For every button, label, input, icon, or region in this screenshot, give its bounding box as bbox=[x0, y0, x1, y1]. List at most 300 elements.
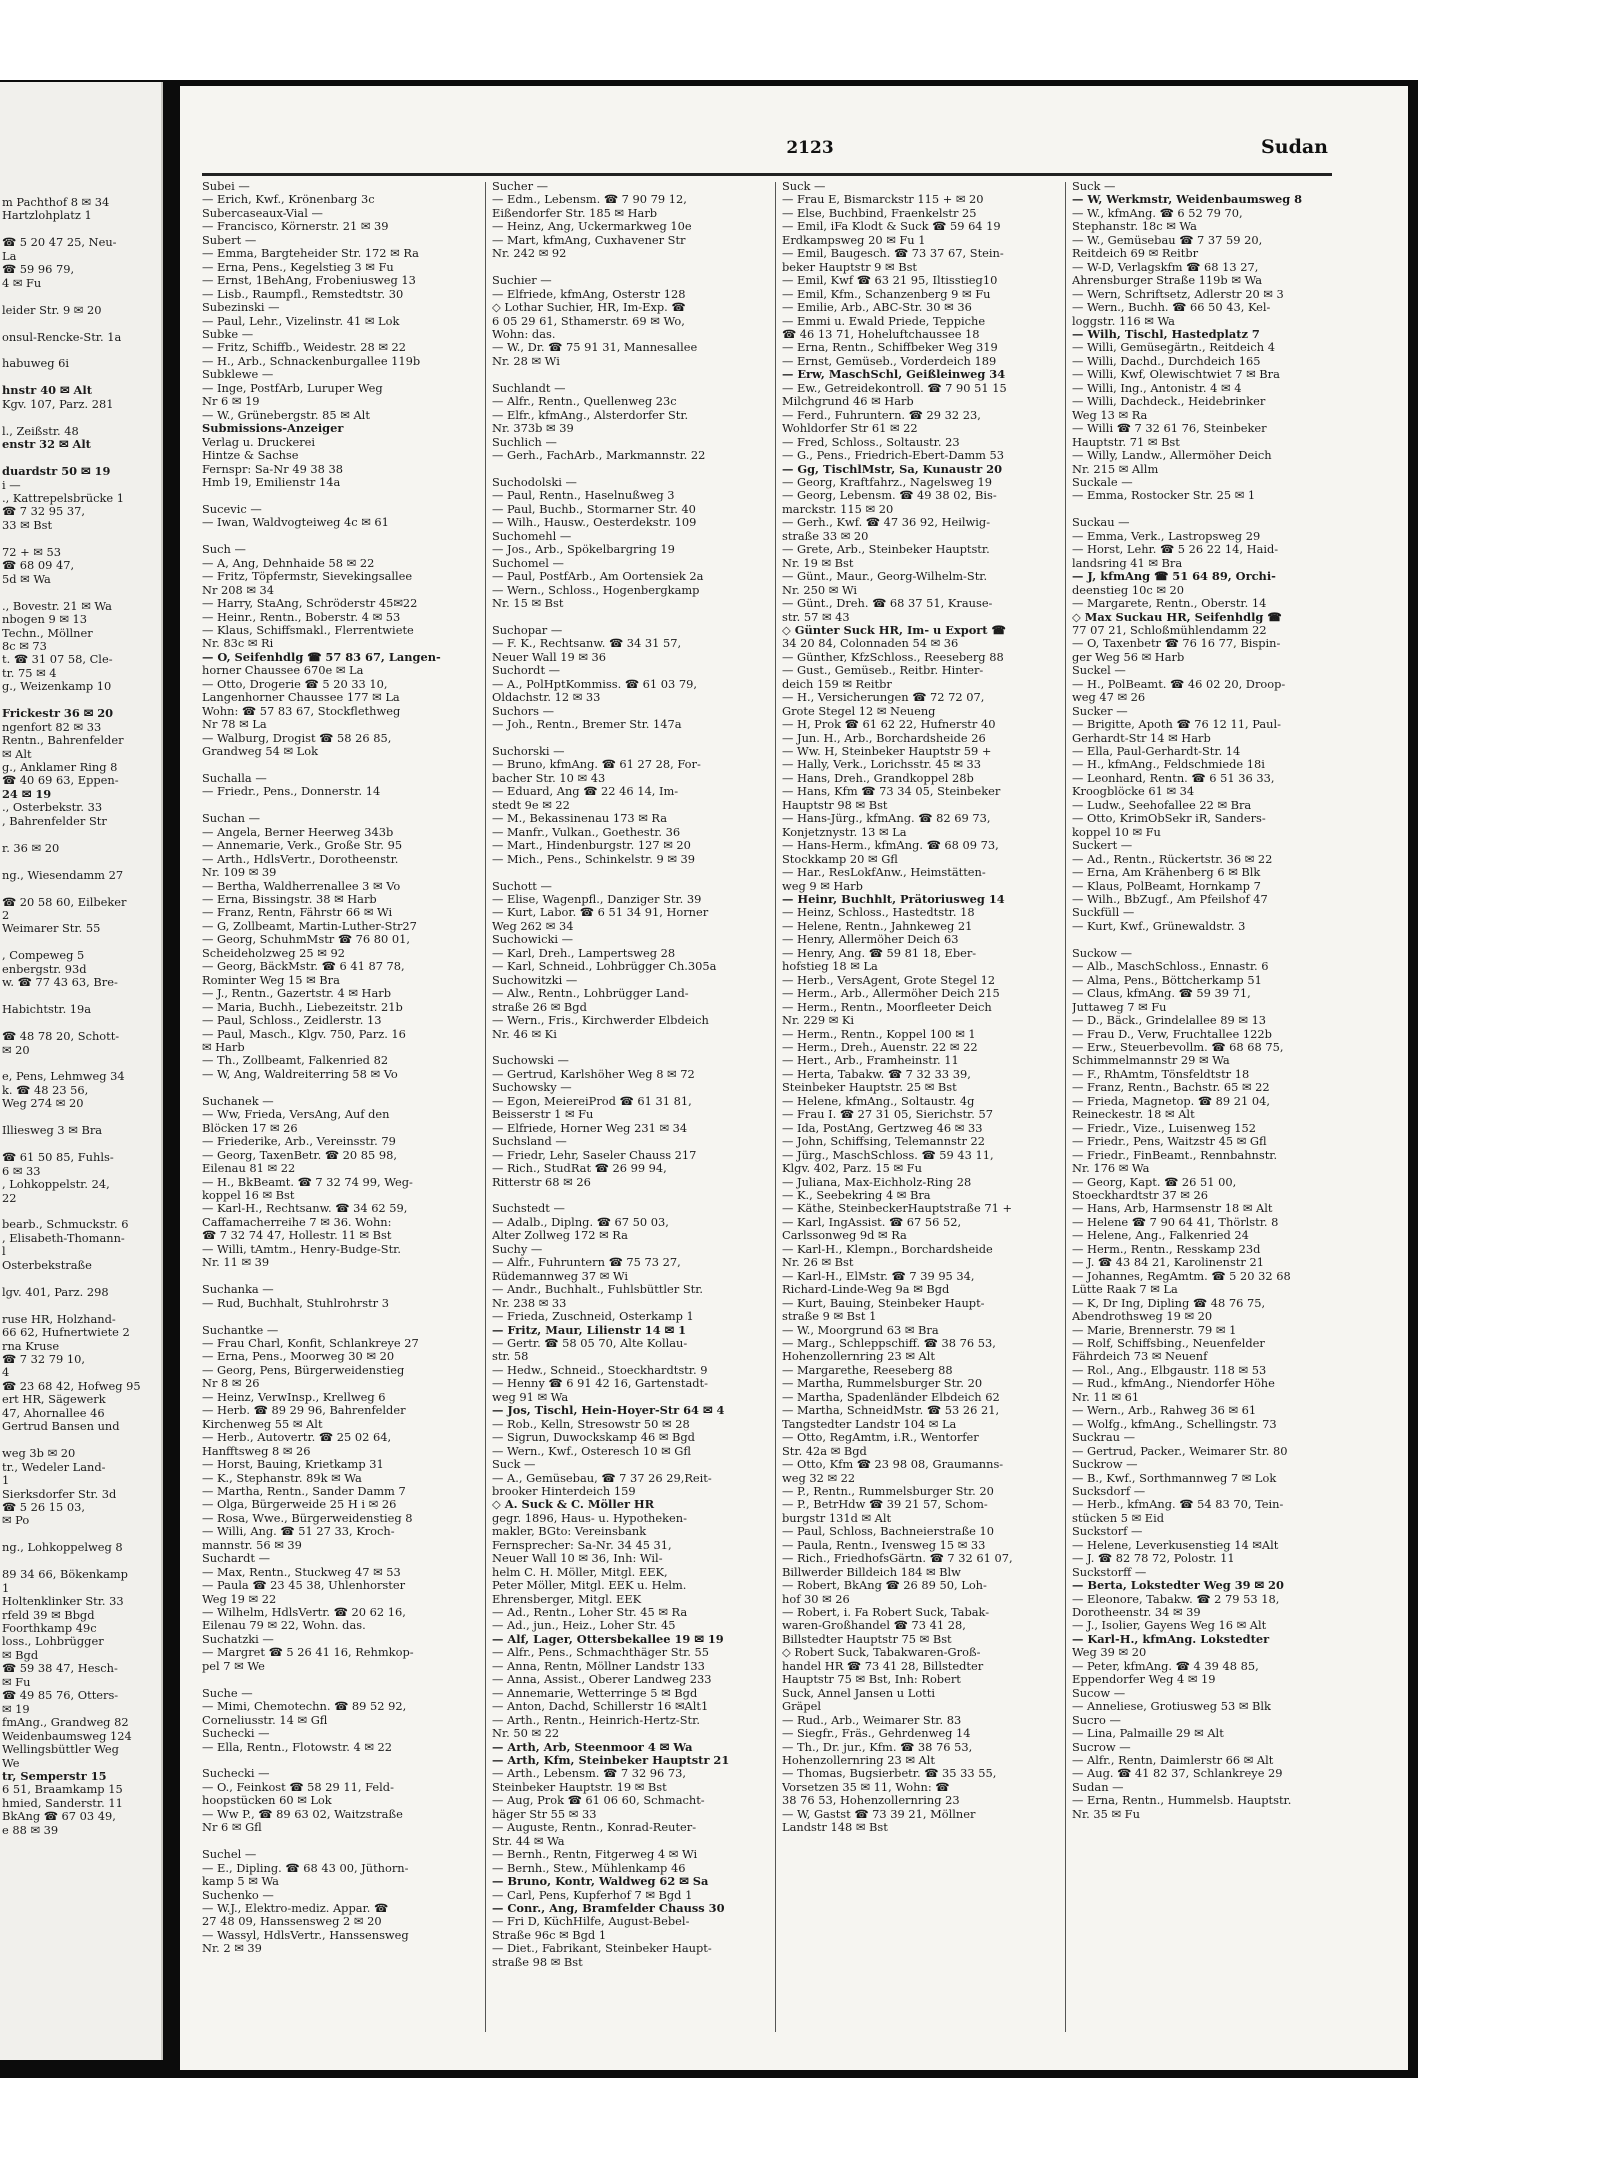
directory-entry-line: — Edm., Lebensm. ☎ 7 90 79 12, bbox=[492, 193, 687, 207]
left-fragment-line bbox=[2, 452, 159, 465]
left-fragment-line bbox=[2, 1528, 159, 1541]
directory-entry-line: — Willi, tAmtm., Henry-Budge-Str. bbox=[202, 1242, 401, 1256]
directory-entry-line: — F. K., Rechtsanw. ☎ 34 31 57, bbox=[492, 637, 682, 651]
directory-entry-line: — Friederike, Arb., Vereinsstr. 79 bbox=[202, 1135, 396, 1149]
directory-entry-line: — Rol., Ang., Elbgaustr. 118 ✉ 53 bbox=[1072, 1363, 1267, 1377]
left-fragment-line: Techn., Möllner bbox=[2, 626, 93, 640]
directory-entry-line: — Erna, Bissingstr. 38 ✉ Harb bbox=[202, 893, 377, 907]
directory-entry-line: — Elfr., kfmAng., Alsterdorfer Str. bbox=[492, 408, 689, 422]
directory-entry-line bbox=[492, 368, 767, 381]
directory-entry-line: — Ludw., Seehofallee 22 ✉ Bra bbox=[1072, 798, 1252, 812]
directory-entry-line: Suckstorff — bbox=[1072, 1565, 1147, 1579]
directory-entry-line: stedt 9e ✉ 22 bbox=[492, 798, 570, 812]
left-fragment-line: loss., Lohbrügger bbox=[2, 1635, 104, 1649]
directory-entry-line: Fernspr: Sa-Nr 49 38 38 bbox=[202, 462, 344, 476]
directory-entry-line: Suckert — bbox=[1072, 839, 1133, 853]
left-fragment-line: leider Str. 9 ✉ 20 bbox=[2, 303, 102, 317]
left-fragment-line bbox=[2, 936, 159, 949]
left-fragment-line: 6 ✉ 33 bbox=[2, 1164, 41, 1178]
left-fragment-line: ✉ Alt bbox=[2, 747, 32, 761]
left-fragment-line: , Bahrenfelder Str bbox=[2, 814, 107, 828]
directory-entry-line: Hmb 19, Emilienstr 14a bbox=[202, 475, 341, 489]
left-fragment-line bbox=[2, 1057, 159, 1070]
directory-entry-line: — Frau I. ☎ 27 31 05, Sierichstr. 57 bbox=[782, 1108, 993, 1122]
directory-entry-line: — Erna, Rentn., Schiffbeker Weg 319 bbox=[782, 341, 998, 355]
directory-entry-line: Sucksdorf — bbox=[1072, 1484, 1146, 1498]
directory-entry-line: Sucevic — bbox=[202, 502, 262, 516]
directory-entry-line: — Rich., FriedhofsGärtn. ☎ 7 32 61 07, bbox=[782, 1552, 1013, 1566]
directory-entry-line: — Hans, Kfm ☎ 73 34 05, Steinbeker bbox=[782, 785, 1001, 799]
directory-entry-line: — Inge, PostfArb, Luruper Weg bbox=[202, 381, 383, 395]
directory-entry-line: Suchowski — bbox=[492, 1054, 569, 1068]
directory-entry-line: — Willi, Ing., Antonistr. 4 ✉ 4 bbox=[1072, 381, 1242, 395]
directory-entry-line: — Auguste, Rentn., Konrad-Reuter- bbox=[492, 1821, 697, 1835]
directory-entry-line: — A., PolHptKommiss. ☎ 61 03 79, bbox=[492, 677, 697, 691]
directory-entry-line: brooker Hinterdeich 159 bbox=[492, 1484, 636, 1498]
directory-entry-line bbox=[202, 1673, 477, 1686]
left-fragment-line: tr, Semperstr 15 bbox=[2, 1770, 107, 1784]
directory-entry-line: Suchowitzki — bbox=[492, 973, 578, 987]
directory-entry-line: — Maria, Buchh., Liebezeitstr. 21b bbox=[202, 1000, 403, 1014]
directory-entry-line: — Emil, iFa Klodt & Suck ☎ 59 64 19 bbox=[782, 220, 1001, 234]
left-fragment-line bbox=[2, 828, 159, 841]
directory-entry-line: — Günt., Dreh. ☎ 68 37 51, Krause- bbox=[782, 597, 993, 611]
directory-entry-line: — Herb., VersAgent, Grote Stegel 12 bbox=[782, 973, 996, 987]
directory-entry-line: Such — bbox=[202, 543, 246, 557]
directory-entry-line: Hauptstr. 71 ✉ Bst bbox=[1072, 435, 1180, 449]
directory-entry-line: — Wilh., Hausw., Oesterdekstr. 109 bbox=[492, 516, 697, 530]
left-fragment-line: e, Pens, Lehmweg 34 bbox=[2, 1070, 125, 1084]
directory-entry-line: Nr. 11 ✉ 39 bbox=[202, 1256, 270, 1270]
directory-entry-line: — Willi ☎ 7 32 61 76, Steinbeker bbox=[1072, 422, 1267, 436]
left-fragment-line: 47, Ahornallee 46 bbox=[2, 1406, 105, 1420]
directory-entry-line bbox=[202, 530, 477, 543]
directory-entry-line: — H., Arb., Schnackenburgallee 119b bbox=[202, 354, 421, 368]
directory-entry-line: — Jos, Tischl, Hein-Hoyer-Str 64 ✉ 4 bbox=[492, 1404, 725, 1418]
directory-entry-line: Suchanek — bbox=[202, 1094, 274, 1108]
directory-entry-line: — Gertrud, Packer., Weimarer Str. 80 bbox=[1072, 1444, 1288, 1458]
directory-entry-line: Weg 262 ✉ 34 bbox=[492, 919, 574, 933]
directory-entry-line: Nr. 19 ✉ Bst bbox=[782, 556, 854, 570]
directory-entry-line: weg 47 ✉ 26 bbox=[1072, 691, 1146, 705]
left-fragment-line bbox=[2, 344, 159, 357]
directory-entry-line: Nr. 242 ✉ 92 bbox=[492, 247, 567, 261]
directory-entry-line: Suche — bbox=[202, 1686, 253, 1700]
directory-entry-line: Suchy — bbox=[492, 1242, 543, 1256]
left-fragment-line bbox=[2, 371, 159, 384]
directory-entry-line: Corneliusstr. 14 ✉ Gfl bbox=[202, 1713, 328, 1727]
left-page-fragment bbox=[0, 82, 163, 2060]
directory-entry-line: — Elfriede, Horner Weg 231 ✉ 34 bbox=[492, 1121, 688, 1135]
directory-entry-line: — Ad., jun., Heiz., Loher Str. 45 bbox=[492, 1619, 676, 1633]
left-fragment-line: 33 ✉ Bst bbox=[2, 518, 53, 532]
directory-entry-line: — Adalb., Diplng. ☎ 67 50 03, bbox=[492, 1215, 669, 1229]
directory-entry-line: — Ernst, 1BehAng, Frobeniusweg 13 bbox=[202, 274, 416, 288]
directory-entry-line: — Horst, Lehr. ☎ 5 26 22 14, Haid- bbox=[1072, 543, 1279, 557]
directory-entry-line: hoopstücken 60 ✉ Lok bbox=[202, 1794, 332, 1808]
left-fragment-line: Foorthkamp 49c bbox=[2, 1622, 97, 1636]
directory-entry-line: Neuer Wall 10 ✉ 36, Inh: Wil- bbox=[492, 1552, 663, 1566]
directory-entry-line: gegr. 1896, Haus- u. Hypotheken- bbox=[492, 1511, 687, 1525]
directory-entry-line: Nr. 35 ✉ Fu bbox=[1072, 1807, 1140, 1821]
directory-entry-line bbox=[492, 463, 767, 476]
directory-entry-line: — Herm., Rentn., Resskamp 23d bbox=[1072, 1242, 1261, 1256]
directory-entry-line: — Fred, Schloss., Soltaustr. 23 bbox=[782, 435, 960, 449]
directory-entry-line: — A., Gemüsebau, ☎ 7 37 26 29,Reit- bbox=[492, 1471, 712, 1485]
left-fragment-line bbox=[2, 1111, 159, 1124]
directory-entry-line: — Wilhelm, HdlsVertr. ☎ 20 62 16, bbox=[202, 1606, 406, 1620]
directory-entry-line: — Willy, Landw., Allermöher Deich bbox=[1072, 449, 1272, 463]
directory-entry-line: — Gust., Gemüseb., Reitbr. Hinter- bbox=[782, 664, 984, 678]
page-number: 2123 bbox=[786, 138, 834, 158]
directory-entry-line: — H, Prok ☎ 61 62 22, Hufnerstr 40 bbox=[782, 718, 996, 732]
directory-entry-line: — Frau E, Bismarckstr 115 + ✉ 20 bbox=[782, 193, 984, 207]
left-fragment-line: Kgv. 107, Parz. 281 bbox=[2, 397, 114, 411]
directory-entry-line: Peter Möller, Mitgl. EEK u. Helm. bbox=[492, 1579, 687, 1593]
directory-entry-line: — Lina, Palmaille 29 ✉ Alt bbox=[1072, 1727, 1224, 1741]
directory-entry-line: — Martha, Rentn., Sander Damm 7 bbox=[202, 1484, 406, 1498]
directory-entry-line: — Hans, Dreh., Grandkoppel 28b bbox=[782, 771, 974, 785]
directory-entry-line: — Erna, Pens., Moorweg 30 ✉ 20 bbox=[202, 1350, 395, 1364]
directory-entry-line: Blöcken 17 ✉ 26 bbox=[202, 1121, 298, 1135]
directory-entry-line: — Heinz, VerwInsp., Krellweg 6 bbox=[202, 1390, 386, 1404]
directory-entry-line: — Alfr., Fuhruntern ☎ 75 73 27, bbox=[492, 1256, 681, 1270]
directory-entry-line: Suchsland — bbox=[492, 1135, 567, 1149]
directory-entry-line bbox=[492, 261, 767, 274]
directory-entry-line: Hohenzollernring 23 ✉ Alt bbox=[782, 1754, 935, 1768]
directory-entry-line: — Arth, Arb, Steenmoor 4 ✉ Wa bbox=[492, 1740, 693, 1754]
directory-entry-line: — Lisb., Raumpfl., Remstedtstr. 30 bbox=[202, 287, 404, 301]
directory-entry-line: — W., Dr. ☎ 75 91 31, Mannesallee bbox=[492, 341, 698, 355]
directory-entry-line: — Mart., Hindenburgstr. 127 ✉ 20 bbox=[492, 839, 691, 853]
directory-entry-line: bacher Str. 10 ✉ 43 bbox=[492, 771, 606, 785]
directory-entry-line: — Heinr., Rentn., Boberstr. 4 ✉ 53 bbox=[202, 610, 401, 624]
directory-entry-line: — Aug, Prok ☎ 61 06 60, Schmacht- bbox=[492, 1794, 705, 1808]
directory-entry-line: Suchomehl — bbox=[492, 529, 572, 543]
directory-entry-line: Suchopar — bbox=[492, 623, 563, 637]
directory-entry-line bbox=[492, 611, 767, 624]
directory-entry-line bbox=[202, 489, 477, 502]
directory-entry-line: — Klaus, Schiffsmakl., Flerrentwiete bbox=[202, 623, 414, 637]
directory-entry-line: — Wolfg., kfmAng., Schellingstr. 73 bbox=[1072, 1417, 1277, 1431]
left-fragment-line: enstr 32 ✉ Alt bbox=[2, 438, 91, 452]
directory-entry-line: — Heinz, Ang, Uckermarkweg 10e bbox=[492, 220, 692, 234]
directory-entry-line: Rominter Weg 15 ✉ Bra bbox=[202, 973, 340, 987]
left-fragment-line: bearb., Schmuckstr. 6 bbox=[2, 1218, 129, 1232]
directory-entry-line: straße 26 ✉ Bgd bbox=[492, 1000, 587, 1014]
directory-entry-line: — Friedr., Vize., Luisenweg 152 bbox=[1072, 1121, 1256, 1135]
directory-entry-line: — Emil, Kwf ☎ 63 21 95, Iltisstieg10 bbox=[782, 274, 998, 288]
left-fragment-line: ☎ 5 20 47 25, Neu- bbox=[2, 236, 117, 250]
directory-entry-line: — Henry, Ang. ☎ 59 81 18, Eber- bbox=[782, 946, 977, 960]
left-fragment-line: Habichtstr. 19a bbox=[2, 1003, 92, 1017]
left-fragment-line: ☎ 48 78 20, Schott- bbox=[2, 1030, 120, 1044]
directory-entry-line: Suckow — bbox=[1072, 946, 1133, 960]
directory-entry-line: — Marie, Brennerstr. 79 ✉ 1 bbox=[1072, 1323, 1237, 1337]
directory-entry-line: — Helene, Ang., Falkenried 24 bbox=[1072, 1229, 1249, 1243]
directory-entry-line: — Heinr, Buchhlt, Prätoriusweg 14 bbox=[782, 893, 1005, 907]
left-fragment-line: Illiesweg 3 ✉ Bra bbox=[2, 1124, 103, 1138]
directory-entry-line: — W-D, Verlagskfm ☎ 68 13 27, bbox=[1072, 260, 1259, 274]
left-fragment-line: Sierksdorfer Str. 3d bbox=[2, 1487, 117, 1501]
directory-entry-line: Subklewe — bbox=[202, 368, 274, 382]
directory-entry-line: ◇ Robert Suck, Tabakwaren-Groß- bbox=[782, 1646, 981, 1660]
directory-entry-line: — Ernst, Gemüseb., Vorderdeich 189 bbox=[782, 354, 997, 368]
directory-entry-line: — Bertha, Waldherrenallee 3 ✉ Vo bbox=[202, 879, 401, 893]
directory-entry-line: Suchalla — bbox=[202, 771, 267, 785]
left-fragment-line: ☎ 40 69 63, Eppen- bbox=[2, 774, 119, 788]
left-fragment-line bbox=[2, 532, 159, 545]
directory-entry-line: Vorsetzen 35 ✉ 11, Wohn: ☎ bbox=[782, 1780, 950, 1794]
directory-entry-line: — Karl-H., ElMstr. ☎ 7 39 95 34, bbox=[782, 1269, 975, 1283]
directory-entry-line: — Gerh., FachArb., Markmannstr. 22 bbox=[492, 449, 706, 463]
directory-entry-line: — Georg, SchuhmMstr ☎ 76 80 01, bbox=[202, 933, 410, 947]
directory-entry-line: Suckstorf — bbox=[1072, 1525, 1143, 1539]
directory-entry-line: Nr. 2 ✉ 39 bbox=[202, 1942, 262, 1956]
directory-entry-line: straße 98 ✉ Bst bbox=[492, 1955, 583, 1969]
directory-page bbox=[180, 86, 1408, 2070]
left-fragment-line: ✉ 19 bbox=[2, 1702, 30, 1716]
directory-entry-line: Dorotheenstr. 34 ✉ 39 bbox=[1072, 1606, 1201, 1620]
directory-entry-line: Steinbeker Hauptstr. 25 ✉ Bst bbox=[782, 1081, 957, 1095]
left-fragment-line: onsul-Rencke-Str. 1a bbox=[2, 330, 122, 344]
directory-entry-line: — Martha, SchneidMstr. ☎ 53 26 21, bbox=[782, 1404, 1000, 1418]
directory-entry-line: Nr. 373b ✉ 39 bbox=[492, 422, 574, 436]
directory-entry-line: — G., Pens., Friedrich-Ebert-Damm 53 bbox=[782, 449, 1005, 463]
directory-entry-line: — Georg, Kraftfahrz., Nagelsweg 19 bbox=[782, 475, 993, 489]
directory-entry-line: — Paul, Rentn., Haselnußweg 3 bbox=[492, 489, 675, 503]
directory-entry-line: Nr. 109 ✉ 39 bbox=[202, 866, 277, 880]
directory-entry-line: — Herb. ☎ 89 29 96, Bahrenfelder bbox=[202, 1404, 406, 1418]
left-fragment-line: 89 34 66, Bökenkamp bbox=[2, 1568, 128, 1582]
directory-entry-line: Nr. 176 ✉ Wa bbox=[1072, 1162, 1150, 1176]
directory-entry-line: — Frau Charl, Konfit, Schlankreye 27 bbox=[202, 1336, 419, 1350]
directory-entry-line: — Erw, MaschSchl, Geißleinweg 34 bbox=[782, 368, 1006, 382]
directory-entry-line: Landstr 148 ✉ Bst bbox=[782, 1821, 888, 1835]
directory-entry-line: — Erna, Rentn., Hummelsb. Hauptstr. bbox=[1072, 1794, 1292, 1808]
directory-entry-line: — Elfriede, kfmAng, Osterstr 128 bbox=[492, 287, 686, 301]
directory-entry-line: horner Chaussee 670e ✉ La bbox=[202, 664, 364, 678]
directory-entry-line: Suchanka — bbox=[202, 1283, 274, 1297]
directory-entry-line: — Georg, BäckMstr. ☎ 6 41 87 78, bbox=[202, 960, 405, 974]
directory-entry-line: Rüdemannweg 37 ✉ Wi bbox=[492, 1269, 629, 1283]
directory-entry-line: 6 05 29 61, Sthamerstr. 69 ✉ Wo, bbox=[492, 314, 685, 328]
left-fragment-line: rfeld 39 ✉ Bbgd bbox=[2, 1608, 95, 1622]
left-fragment-line: 1 bbox=[2, 1474, 10, 1488]
directory-entry-line: — Rud, Buchhalt, Stuhlrohrstr 3 bbox=[202, 1296, 389, 1310]
directory-entry-line: — Alfr., Rentn., Quellenweg 23c bbox=[492, 395, 677, 409]
directory-entry-line: — Margarete, Rentn., Oberstr. 14 bbox=[1072, 597, 1267, 611]
directory-entry-line: — Aug. ☎ 41 82 37, Schlankreye 29 bbox=[1072, 1767, 1283, 1781]
directory-entry-line: Reineckestr. 18 ✉ Alt bbox=[1072, 1108, 1195, 1122]
directory-entry-line: str. 57 ✉ 43 bbox=[782, 610, 850, 624]
left-fragment-line: Wellingsbüttler Weg bbox=[2, 1743, 119, 1757]
directory-entry-line: — Alfr., Rentn, Daimlerstr 66 ✉ Alt bbox=[1072, 1754, 1274, 1768]
directory-entry-line: Nr 6 ✉ 19 bbox=[202, 395, 260, 409]
directory-entry-line: Sucker — bbox=[1072, 704, 1128, 718]
directory-entry-line: — Horst, Bauing, Krietkamp 31 bbox=[202, 1458, 384, 1472]
directory-entry-line: — Eleonore, Tabakw. ☎ 2 79 53 18, bbox=[1072, 1592, 1280, 1606]
directory-entry-line: Str. 42a ✉ Bgd bbox=[782, 1444, 867, 1458]
left-fragment-line bbox=[2, 223, 159, 236]
directory-entry-line: — Ww P., ☎ 89 63 02, Waitzstraße bbox=[202, 1807, 403, 1821]
directory-entry-line bbox=[492, 1041, 767, 1054]
directory-entry-line: — Margarethe, Reeseberg 88 bbox=[782, 1363, 953, 1377]
directory-entry-line: — Francisco, Körnerstr. 21 ✉ 39 bbox=[202, 220, 389, 234]
directory-entry-line: — Wern., Kwf., Osteresch 10 ✉ Gfl bbox=[492, 1444, 691, 1458]
directory-entry-line: — Paul, Buchb., Stormarner Str. 40 bbox=[492, 502, 696, 516]
directory-entry-line: Suchlandt — bbox=[492, 381, 566, 395]
directory-entry-line: Nr. 26 ✉ Bst bbox=[782, 1256, 854, 1270]
column-divider bbox=[485, 182, 486, 2032]
left-fragment-line: , Lohkoppelstr. 24, bbox=[2, 1178, 110, 1192]
left-fragment-line: l bbox=[2, 1245, 6, 1259]
directory-entry-line: Suchardt — bbox=[202, 1552, 270, 1566]
directory-entry-line bbox=[492, 866, 767, 879]
directory-entry-line: — Alf, Lager, Ottersbekallee 19 ✉ 19 bbox=[492, 1632, 724, 1646]
left-fragment-line: e 88 ✉ 39 bbox=[2, 1823, 59, 1837]
left-fragment-line: ., Osterbekstr. 33 bbox=[2, 801, 103, 815]
directory-entry-line: Sucrow — bbox=[1072, 1740, 1131, 1754]
directory-entry-line: — Karl-H., Rechtsanw. ☎ 34 62 59, bbox=[202, 1202, 408, 1216]
directory-entry-line: — Angela, Berner Heerweg 343b bbox=[202, 825, 394, 839]
directory-entry-line: — Mimi, Chemotechn. ☎ 89 52 92, bbox=[202, 1700, 407, 1714]
directory-entry-line: Nr. 15 ✉ Bst bbox=[492, 597, 564, 611]
directory-entry-line: — Ad., Rentn., Loher Str. 45 ✉ Ra bbox=[492, 1606, 688, 1620]
directory-entry-line: Hauptstr 75 ✉ Bst, Inh: Robert bbox=[782, 1673, 961, 1687]
directory-entry-line: — Paul, Masch., Klgv. 750, Parz. 16 bbox=[202, 1027, 406, 1041]
directory-entry-line: Suchenko — bbox=[202, 1888, 274, 1902]
left-fragment-line: 5d ✉ Wa bbox=[2, 572, 51, 586]
left-fragment-line: fmAng., Grandweg 82 bbox=[2, 1716, 129, 1730]
left-fragment-line: ngenfort 82 ✉ 33 bbox=[2, 720, 102, 734]
left-fragment-line: 6 51, Braamkamp 15 bbox=[2, 1783, 123, 1797]
directory-entry-line: Kroogblöcke 61 ✉ 34 bbox=[1072, 785, 1195, 799]
directory-entry-line: — Annemarie, Verk., Große Str. 95 bbox=[202, 839, 403, 853]
directory-entry-line: — Leonhard, Rentn. ☎ 6 51 36 33, bbox=[1072, 771, 1275, 785]
directory-entry-line: Stoeckhardtstr 37 ✉ 26 bbox=[1072, 1188, 1208, 1202]
left-fragment-line: ☎ 23 68 42, Hofweg 95 bbox=[2, 1379, 141, 1393]
directory-entry-line: hofstieg 18 ✉ La bbox=[782, 960, 878, 974]
directory-entry-line: — Gertr. ☎ 58 05 70, Alte Kollau- bbox=[492, 1336, 688, 1350]
left-fragment-line: ruse HR, Holzhand- bbox=[2, 1312, 116, 1326]
directory-entry-line: Suchstedt — bbox=[492, 1202, 565, 1216]
directory-entry-line: — Georg, Kapt. ☎ 26 51 00, bbox=[1072, 1175, 1237, 1189]
directory-entry-line: — Klaus, PolBeamt, Hornkamp 7 bbox=[1072, 879, 1261, 893]
directory-entry-line: — Friedr., Pens, Waitzstr 45 ✉ Gfl bbox=[1072, 1135, 1267, 1149]
directory-entry-line: — Elise, Wagenpfl., Danziger Str. 39 bbox=[492, 893, 702, 907]
directory-entry-line: — O, Taxenbetr ☎ 76 16 77, Bispin- bbox=[1072, 637, 1281, 651]
directory-entry-line: weg 91 ✉ Wa bbox=[492, 1390, 569, 1404]
directory-entry-line: Tangstedter Landstr 104 ✉ La bbox=[782, 1417, 957, 1431]
directory-entry-line: — Emil, Baugesch. ☎ 73 37 67, Stein- bbox=[782, 247, 1004, 261]
directory-entry-line: Grote Stegel 12 ✉ Neueng bbox=[782, 704, 936, 718]
directory-entry-line: Ahrensburger Straße 119b ✉ Wa bbox=[1072, 274, 1263, 288]
directory-entry-line: — P., BetrHdw ☎ 39 21 57, Schom- bbox=[782, 1498, 988, 1512]
directory-entry-line: Suchier — bbox=[492, 274, 552, 288]
directory-entry-line: Suchowsky — bbox=[492, 1081, 572, 1095]
directory-entry-line: — Arth., HdlsVertr., Dorotheenstr. bbox=[202, 852, 399, 866]
directory-entry-line: — Else, Buchbind, Fraenkelstr 25 bbox=[782, 206, 977, 220]
directory-entry-line: — J. ☎ 82 78 72, Polostr. 11 bbox=[1072, 1552, 1235, 1566]
directory-entry-line: ☎ 46 13 71, Hoheluftchaussee 18 bbox=[782, 327, 980, 341]
directory-entry-line: — Wilh, Tischl, Hastedplatz 7 bbox=[1072, 327, 1260, 341]
directory-entry-line: — Grete, Arb., Steinbeker Hauptstr. bbox=[782, 543, 990, 557]
directory-entry-line: ☎ 7 32 74 47, Hollestr. 11 ✉ Bst bbox=[202, 1229, 392, 1243]
directory-entry-line: Richard-Linde-Weg 9a ✉ Bgd bbox=[782, 1283, 950, 1297]
directory-entry-line: — Bruno, kfmAng. ☎ 61 27 28, For- bbox=[492, 758, 701, 772]
left-fragment-line bbox=[2, 411, 159, 424]
left-fragment-line: k. ☎ 48 23 56, bbox=[2, 1083, 89, 1097]
directory-entry-line: — Herm., Rentn., Moorfleeter Deich bbox=[782, 1000, 992, 1014]
directory-entry-line: Hanfftsweg 8 ✉ 26 bbox=[202, 1444, 311, 1458]
left-fragment-line: Holtenklinker Str. 33 bbox=[2, 1595, 124, 1609]
directory-entry-line: — Harry, StaAng, Schröderstr 45✉22 bbox=[202, 597, 418, 611]
directory-entry-line: — Willi, Dachd., Durchdeich 165 bbox=[1072, 354, 1261, 368]
directory-entry-line: kamp 5 ✉ Wa bbox=[202, 1875, 279, 1889]
directory-entry-line: — B., Kwf., Sorthmannweg 7 ✉ Lok bbox=[1072, 1471, 1277, 1485]
directory-entry-line: — Hert., Arb., Framheinstr. 11 bbox=[782, 1054, 959, 1068]
directory-entry-line: marckstr. 115 ✉ 20 bbox=[782, 502, 894, 516]
directory-entry-line: — Eduard, Ang ☎ 22 46 14, Im- bbox=[492, 785, 679, 799]
left-fragment-line bbox=[2, 290, 159, 303]
directory-entry-line: — Erw., Steuerbevollm. ☎ 68 68 75, bbox=[1072, 1041, 1284, 1054]
directory-entry-line: — O, Seifenhdlg ☎ 57 83 67, Langen- bbox=[202, 650, 441, 664]
left-fragment-line: 8c ✉ 73 bbox=[2, 639, 47, 653]
left-fragment-line: nbogen 9 ✉ 13 bbox=[2, 613, 88, 627]
left-fragment-line bbox=[2, 1555, 159, 1568]
directory-entry-line: — Alw., Rentn., Lohbrügger Land- bbox=[492, 987, 689, 1001]
directory-entry-line: Hintze & Sachse bbox=[202, 449, 299, 463]
directory-entry-line: — Max, Rentn., Stuckweg 47 ✉ 53 bbox=[202, 1565, 401, 1579]
left-fragment-line: ✉ 20 bbox=[2, 1043, 30, 1057]
directory-entry-line: — Wern, Schriftsetz, Adlerstr 20 ✉ 3 bbox=[1072, 287, 1284, 301]
left-fragment-line: Frickestr 36 ✉ 20 bbox=[2, 707, 114, 721]
directory-entry-line: — Georg, Pens, Bürgerweidenstieg bbox=[202, 1363, 405, 1377]
directory-entry-line: weg 9 ✉ Harb bbox=[782, 879, 863, 893]
left-fragment-line bbox=[2, 882, 159, 895]
left-fragment-line: Weg 274 ✉ 20 bbox=[2, 1097, 84, 1111]
directory-entry-line: — Helene ☎ 7 90 64 41, Thörlstr. 8 bbox=[1072, 1215, 1279, 1229]
directory-entry-line: Wohn: das. bbox=[492, 327, 556, 341]
directory-entry-line: — Robert, BkAng ☎ 26 89 50, Loh- bbox=[782, 1579, 987, 1593]
directory-entry-line: — Wern., Schloss., Hogenbergkamp bbox=[492, 583, 700, 597]
directory-entry-line: — Herm., Dreh., Auenstr. 22 ✉ 22 bbox=[782, 1041, 978, 1054]
directory-entry-line: ◇ Günter Suck HR, Im- u Export ☎ bbox=[782, 623, 1006, 637]
directory-entry-line: Klgv. 402, Parz. 15 ✉ Fu bbox=[782, 1162, 922, 1176]
directory-entry-line: — Hans, Arb, Harmsenstr 18 ✉ Alt bbox=[1072, 1202, 1273, 1216]
directory-entry-line: — W.J., Elektro-mediz. Appar. ☎ bbox=[202, 1902, 389, 1915]
directory-entry-line: — Rud., Arb., Weimarer Str. 83 bbox=[782, 1713, 962, 1727]
left-fragment-line: BkAng ☎ 67 03 49, bbox=[2, 1810, 116, 1824]
directory-entry-line: Sucro — bbox=[1072, 1713, 1121, 1727]
left-fragment-line: i — bbox=[2, 478, 21, 492]
left-fragment-line: 2 bbox=[2, 909, 10, 923]
directory-entry-line: Suckale — bbox=[1072, 475, 1133, 489]
left-fragment-line: weg 3b ✉ 20 bbox=[2, 1447, 76, 1461]
left-fragment-line: 22 bbox=[2, 1191, 17, 1205]
directory-entry-line: Subei — bbox=[202, 180, 250, 193]
directory-entry-line: Konjetznystr. 13 ✉ La bbox=[782, 825, 907, 839]
directory-entry-line: — Herm., Arb., Allermöher Deich 215 bbox=[782, 987, 1000, 1001]
directory-entry-line: — K., Seebekring 4 ✉ Bra bbox=[782, 1188, 931, 1202]
directory-entry-line: — J., Isolier, Gayens Weg 16 ✉ Alt bbox=[1072, 1619, 1267, 1633]
directory-entry-line: — Franz, Rentn., Bachstr. 65 ✉ 22 bbox=[1072, 1081, 1270, 1095]
left-fragment-line: 1 bbox=[2, 1581, 10, 1595]
directory-entry-line: — Kurt, Bauing, Steinbeker Haupt- bbox=[782, 1296, 985, 1310]
directory-entry-line: — Kurt, Kwf., Grünewaldstr. 3 bbox=[1072, 919, 1246, 933]
directory-entry-line: — Erna, Pens., Kegelstieg 3 ✉ Fu bbox=[202, 260, 394, 274]
